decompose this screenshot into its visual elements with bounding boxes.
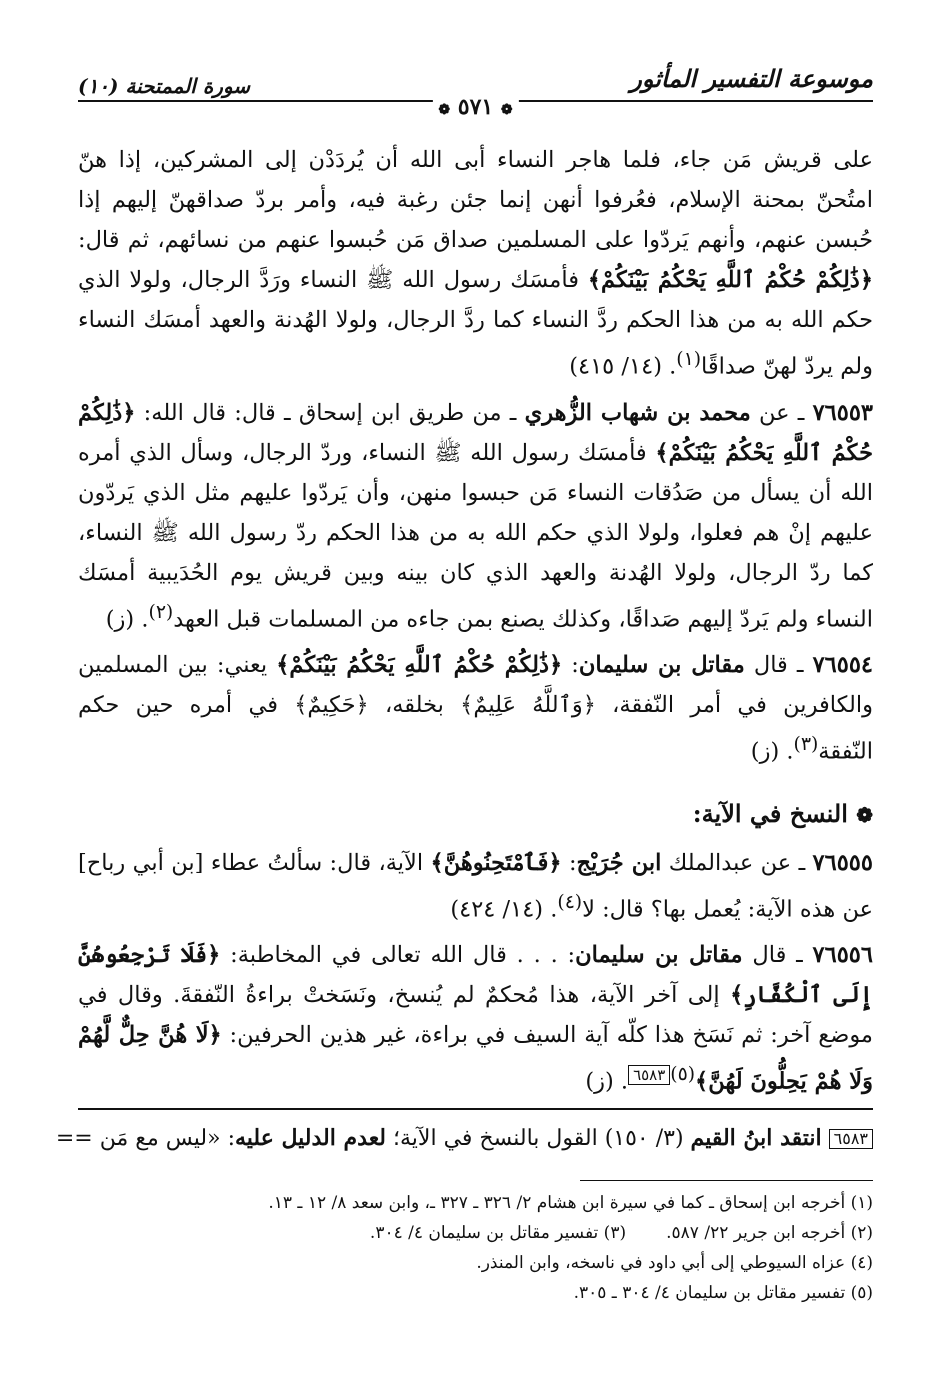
quran-verse: ﴿ذَٰلِكُمْ حُكْمُ ٱللَّهِ يَحْكُمُ بَيْنَكُمْ﴾ [276, 652, 563, 678]
book-title: موسوعة التفسير المأثور [630, 64, 873, 93]
paragraph-text: يعني: بين المسلمين والكافرين في أمر النّفقة، ﴿وَٱللَّهُ عَلِيمٌ﴾ بخلقه، ﴿حَكِيمٌ﴾ في أمره حين حكم النّفقة [78, 652, 873, 765]
quran-verse: ﴿فَٱمْتَحِنُوهُنَّ﴾ [430, 849, 562, 876]
section-heading-text: النسخ في الآية: [692, 798, 848, 828]
narration-76553 [78, 393, 873, 640]
narration-76556 [78, 935, 873, 1102]
section-heading [78, 794, 873, 835]
page-number [432, 94, 518, 120]
ornament-icon: ❁ [438, 102, 451, 118]
page-header [78, 58, 873, 120]
reference: . (ز) [105, 606, 149, 632]
narration-number: ٧٦٥٥٥ [812, 849, 873, 876]
footnote-row [78, 1218, 873, 1248]
paragraph-text: الآية، قال: سألتُ عطاء [بن أبي رباح] عن هذه الآية: يُعمل بها؟ قال: لا [78, 849, 873, 922]
ornament-icon: ❁ [500, 102, 513, 118]
narration-76554 [78, 645, 873, 772]
quran-verse: ﴿فَلَا تَرْجِعُوهُنَّ إِلَى ٱلْكُفَّارِ﴾ [78, 942, 873, 1008]
footnote-item: (٣) تفسير مقاتل بن سليمان ٤/ ٣٠٤. [369, 1223, 627, 1243]
commentary-emphasis: لعدم الدليل عليه [235, 1125, 387, 1151]
surah-title: سورة الممتحنة (١٠) [78, 74, 251, 98]
commentary-body: (٣/ ١٥٠) القول بالنسخ في الآية؛ [386, 1126, 691, 1151]
footnote-marker: (٤) [557, 891, 583, 913]
quran-verse: ﴿ذَٰلِكُمْ حُكْمُ ٱللَّهِ يَحْكُمُ بَيْنَكُمْ﴾ [587, 267, 874, 293]
commentary-link-box[interactable]: ٦٥٨٣ [628, 1065, 670, 1085]
footnote-divider [580, 1180, 873, 1181]
paragraph-text: : [562, 652, 579, 678]
footnote-item: (٢) أخرجه ابن جرير ٢٢/ ٥٨٧. [666, 1223, 873, 1243]
footnote-marker: (٣) [793, 734, 819, 755]
paragraph-text: ـ من طريق ابن إسحاق ـ قال: قال الله: [135, 399, 525, 426]
reference: . (١٤/ ٤٢٤) [450, 896, 558, 922]
narrator-name: مقاتل بن سليمان [575, 942, 743, 968]
commentator-name: انتقد ابنُ القيم [690, 1125, 822, 1151]
narration-number: ٧٦٥٥٤ [812, 652, 873, 678]
narration-number: ٧٦٥٥٣ [812, 399, 873, 426]
paragraph-text: على قريش مَن جاء، فلما هاجر النساء أبى الله أن يُردَدْن إلى المشركين، إذا هنّ امتُحنّ بمحنة الإسلام، فعُرفوا أنهن إنما جئن رغبة فيه، وأمر بردّ صداقهنّ إليهم إذا حُبسن عنهم، وأنهم يَردّوا على المسلمين صداق مَن حُبسوا عنهم من نسائهم، ثم قال: [78, 147, 873, 253]
page-number-value: ٥٧١ [457, 94, 494, 120]
paragraph-text: إلى آخر الآية، هذا مُحكمٌ لم يُنسخ، ونَسَختْ براءةُ النّفقةَ. وقال في موضع آخر: ثم نَسَخ هذا كلّه آية السيف في براءة، غير هذين الحرفين: [78, 982, 873, 1048]
footnote-item: (١) أخرجه ابن إسحاق ـ كما في سيرة ابن هشام ٢/ ٣٢٦ ـ ٣٢٧ ـ، وابن سعد ٨/ ١٢ ـ ١٣. [268, 1193, 873, 1213]
narrator-name: محمد بن شهاب الزُّهري [524, 399, 751, 426]
paragraph-continued [78, 140, 873, 387]
paragraph-text: فأمسَك رسول الله ﷺ النساء، وردّ الرجال، وسأل الذي أمره الله أن يسأل من صَدُقات النساء مَن حبسوا منهن، وأن يَردّوا عليهم مثل الذي يَردّون عليهم إنْ هم فعلوا، ولولا الذي حكم الله به من هذا الحكم ردّ رسول الله ﷺ النساء، كما ردّ الرجال، ولولا الهُدنة والعهد الذي كان بينه وبين قريش يوم الحُدَيبية أمسَك النساء ولم يَردّ إليهم صَداقًا، وكذلك يصنع بمن جاءه من المسلمات قبل العهد [78, 439, 873, 632]
quran-verse: ﴿ذَٰلِكُمْ حُكْمُ ٱللَّهِ يَحْكُمُ بَيْنَكُمْ﴾ [78, 399, 873, 466]
narrator-name: مقاتل بن سليمان [578, 652, 745, 678]
paragraph-text: ـ قال [742, 942, 813, 968]
commentary-body: : «ليس مع مَن == [55, 1126, 235, 1151]
paragraph-text: فأمسَك رسول الله ﷺ النساء ورَدَّ الرجال، ولولا الذي حكم الله به من هذا الحكم ردَّ النساء كما ردَّ الرجال، ولولا الهُدنة والعهد أمسَك النساء ولم يردّ لهنّ صداقًا [78, 267, 873, 380]
commentary-divider [78, 1108, 873, 1110]
main-text [78, 140, 873, 1108]
paragraph-text: : [561, 849, 577, 876]
narration-76555 [78, 843, 873, 930]
paragraph-text: ـ قال [744, 652, 813, 678]
quran-verse: ﴿لَا هُنَّ حِلٌّ لَّهُمْ وَلَا هُمْ يَحِلُّونَ لَهُنَّ﴾ [78, 1022, 873, 1095]
footnote-item: (٥) تفسير مقاتل بن سليمان ٤/ ٣٠٤ ـ ٣٠٥. [573, 1283, 873, 1303]
narration-number: ٧٦٥٥٦ [812, 942, 873, 968]
paragraph-text: : . . . قال الله تعالى في المخاطبة: [220, 942, 576, 968]
paragraph-text: ـ عن [750, 399, 813, 426]
commentary-number-box: ٦٥٨٣ [829, 1129, 873, 1149]
footnote-item: (٤) عزاه السيوطي إلى أبي داود في ناسخه، وابن المنذر. [476, 1253, 873, 1273]
reference: . (١٤/ ٤١٥) [569, 353, 677, 380]
footnote-marker: (٢) [148, 601, 174, 623]
commentary-text [28, 1118, 873, 1159]
paragraph-text: ـ عن عبدالملك [661, 849, 813, 876]
narrator-name: ابن جُرَيْج [576, 849, 662, 876]
footnote-marker: (١) [676, 349, 702, 370]
reference: . (ز) [750, 738, 794, 765]
flower-icon: ❁ [856, 802, 873, 827]
footnote-marker: (٥) [670, 1064, 696, 1085]
reference: . (ز) [585, 1068, 629, 1095]
footnotes [78, 1188, 873, 1308]
